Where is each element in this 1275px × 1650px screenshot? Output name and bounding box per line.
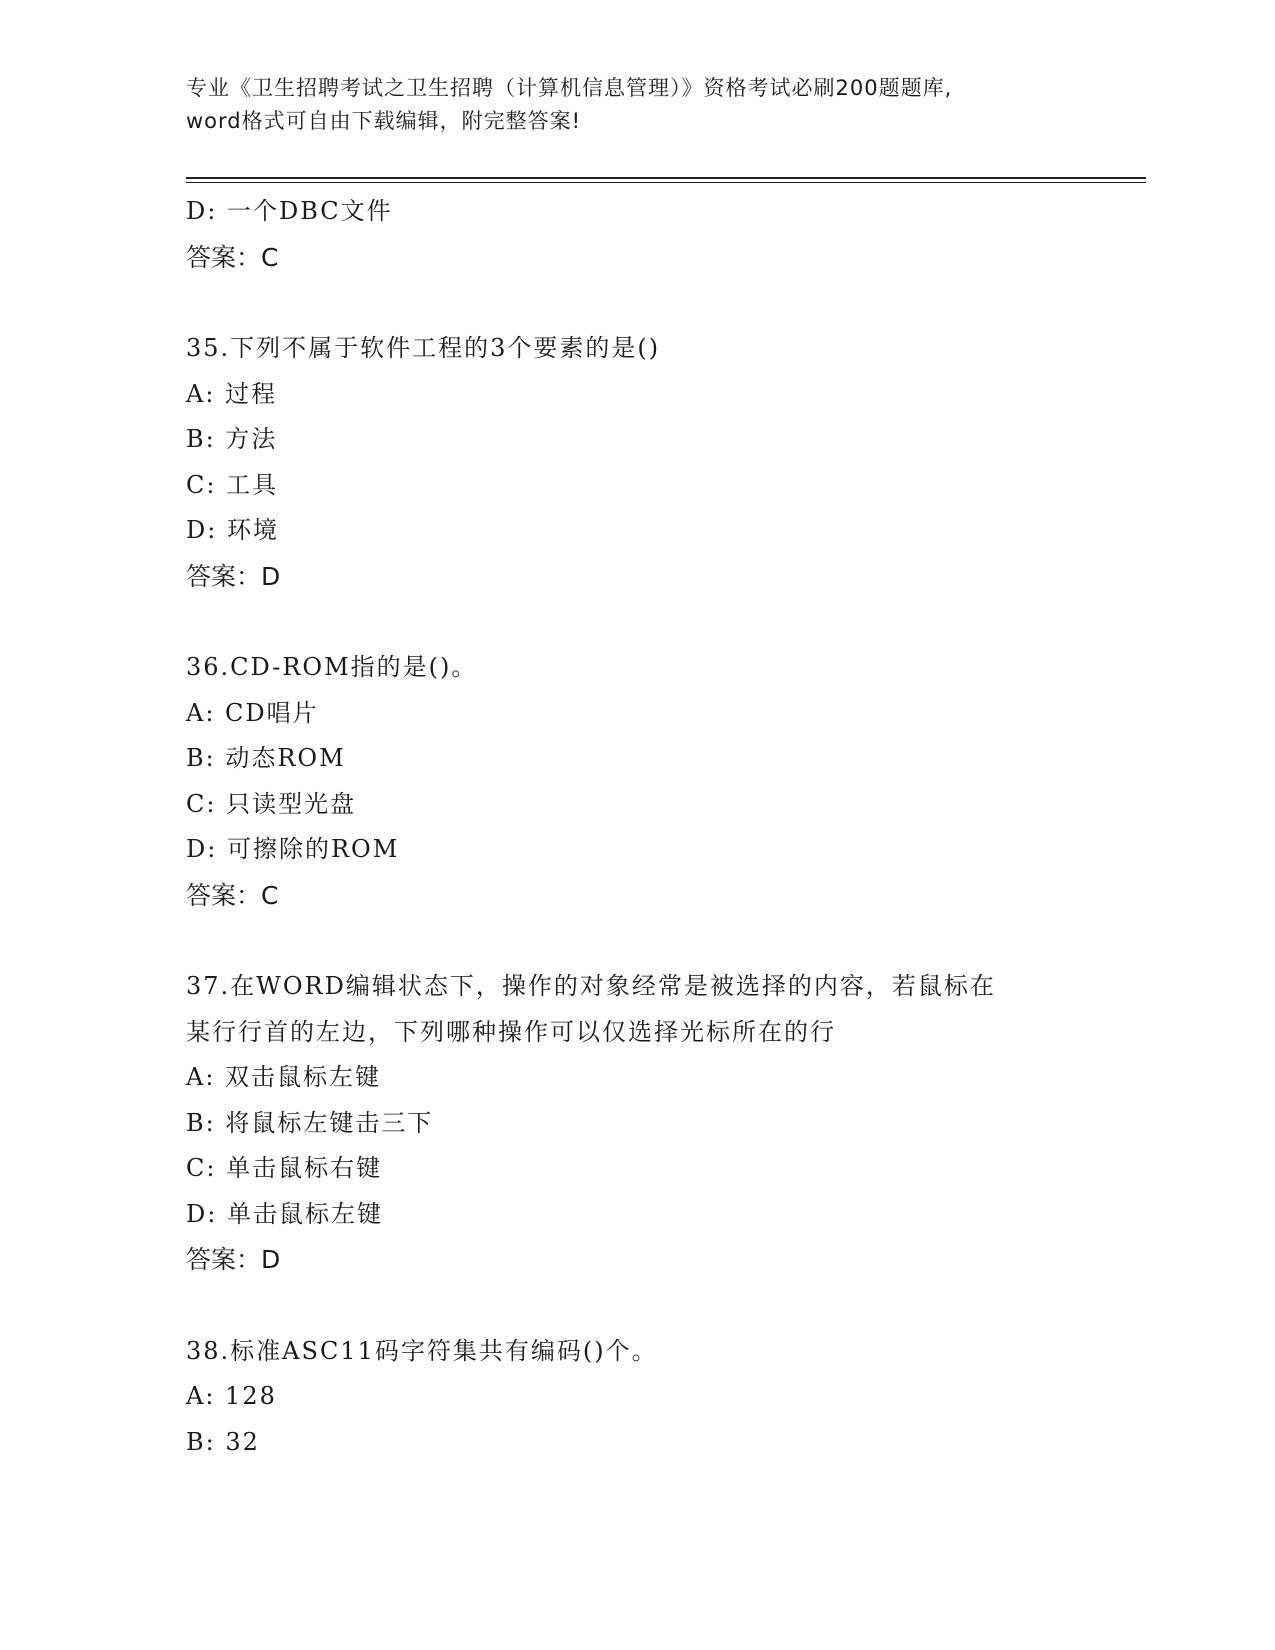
document-header <box>186 72 1086 138</box>
option-a: A: 128 <box>186 1382 277 1410</box>
option-d: D: 单击鼠标左键 <box>186 1199 383 1228</box>
question-35 <box>186 326 1076 599</box>
question-stem-line1: 37.在WORD编辑状态下，操作的对象经常是被选择的内容，若鼠标在 <box>186 972 996 1000</box>
option-d: D: 可擦除的ROM <box>186 835 400 863</box>
question-list <box>186 189 1076 1465</box>
answer: 答案：C <box>186 880 279 910</box>
header-divider-thin <box>186 182 1146 183</box>
answer: 答案：D <box>186 1245 281 1274</box>
header-divider-thick <box>186 177 1146 179</box>
answer: 答案：C <box>186 242 279 272</box>
question-37 <box>186 964 1076 1283</box>
question-stem-line2: 某行行首的左边，下列哪种操作可以仅选择光标所在的行 <box>186 1017 836 1046</box>
option-a: A: 双击鼠标左键 <box>186 1063 382 1091</box>
header-title-line1: 专业《卫生招聘考试之卫生招聘（计算机信息管理）》资格考试必刷200题题库, <box>186 76 953 100</box>
option-c: C: 工具 <box>186 470 279 499</box>
question-38 <box>186 1329 1076 1466</box>
option-b: B: 32 <box>186 1427 260 1456</box>
question-stem: 36.CD-ROM指的是()。 <box>186 653 478 681</box>
question-stem: 35.下列不属于软件工程的3个要素的是() <box>186 334 661 362</box>
option-a: A: 过程 <box>186 379 278 408</box>
previous-question-tail <box>186 189 1076 280</box>
question-36 <box>186 645 1076 918</box>
option-c: C: 只读型光盘 <box>186 789 357 818</box>
option-b: B: 方法 <box>186 425 278 453</box>
option-d: D: 一个DBC文件 <box>186 197 393 225</box>
question-stem: 38.标准ASC11码字符集共有编码()个。 <box>186 1336 658 1365</box>
option-d: D: 环境 <box>186 516 279 544</box>
header-title-line2: word格式可自由下载编辑，附完整答案! <box>186 109 582 133</box>
option-c: C: 单击鼠标右键 <box>186 1154 383 1182</box>
option-a: A: CD唱片 <box>186 698 319 727</box>
option-b: B: 动态ROM <box>186 744 346 772</box>
option-b: B: 将鼠标左键击三下 <box>186 1108 434 1137</box>
answer: 答案：D <box>186 561 281 591</box>
